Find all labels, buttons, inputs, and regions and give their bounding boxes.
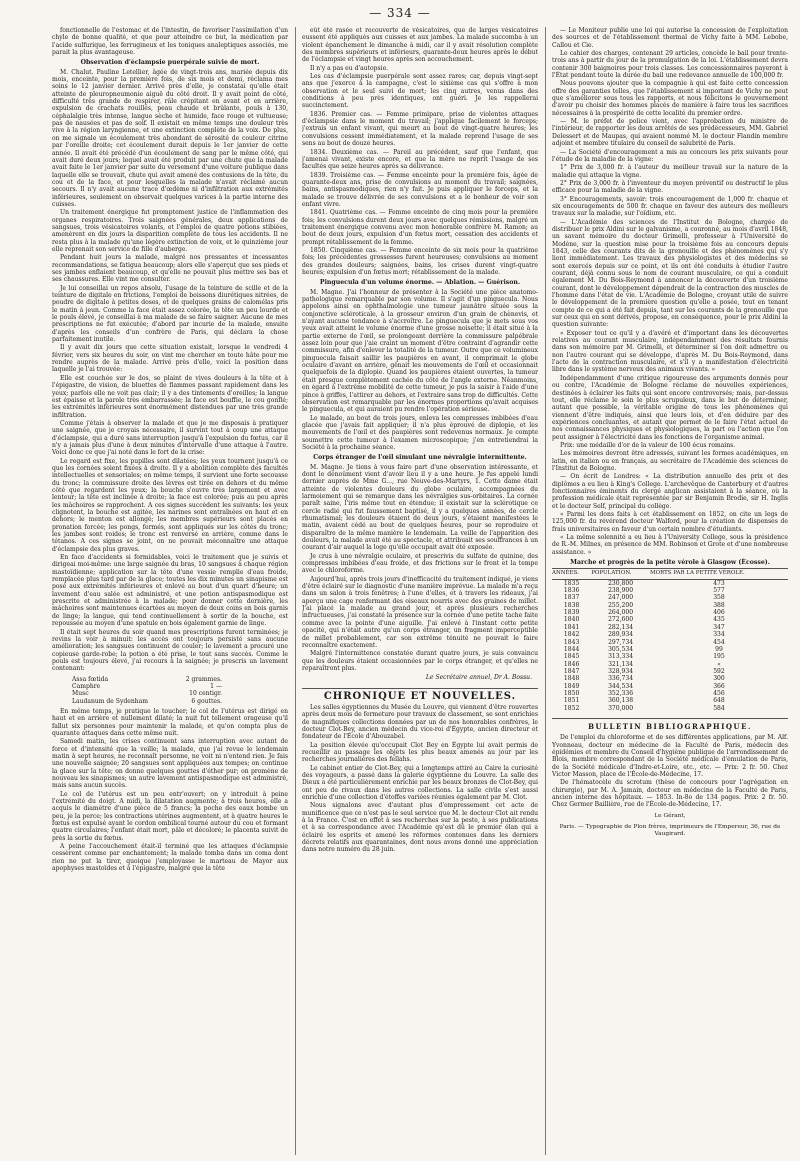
paragraph: Indépendamment d'une critique rigoureuse des arguments donnés pour ou contre, l'Académie de Bologne réclame de nouvelles expériences, destinées à éclairer les faits qui sont encore controversés; mais, par-dessus tout, elle réclame le soin le plus scrupuleux, dans le but de déterminer, autant que possible, la véritable origine de tous les phénomènes qui viennent d'être indiqués, ainsi que leurs lois, et d'en déduire par des expériences concluantes, et autant que permet de le faire l'état actuel de nos connaissances physiques et physiologiques, la part ou l'action que l'on peut assigner à l'électricité dans les fonctions de l'organisme animal. — [552, 374, 788, 441]
column-3 — [552, 27, 788, 1155]
paragraph: 1° Prix de 3,000 fr. à l'auteur du meilleur travail sur la nature de la maladie qui attaque la vigne. — [552, 164, 788, 179]
column-header: ANNÉES. — [552, 569, 591, 579]
table-cell: 1836 — [563, 587, 580, 595]
paragraph: Il était sept heures du soir quand mes prescriptions furent terminées; je revins la voir à minuit: les accès ont toujours persisté sans aucune amélioration; les sangsues continuent de couler; le lavement a procuré une copieuse garde-robe; la potion a été prise, le tout sans succès. Comme le pouls est toujours élevé, j'ai recours à la saignée; je prescris un lavement contenant: — [52, 628, 288, 673]
section-heading: Corps étranger de l'œil simulant une névralgie intermittente. — [313, 454, 527, 462]
table-cell: 388 — [713, 601, 725, 609]
table-row — [552, 609, 788, 616]
table-cell: 406 — [713, 609, 725, 617]
chronicle-heading: CHRONIQUE ET NOUVELLES. — [302, 688, 538, 700]
paragraph: Aujourd'hui, après trois jours d'inefficacité du traitement indiqué, je viens d'être éclairé sur le diagnostic d'une manière imprévue. La malade m'a reçu dans un salon à trois fenêtres; à l'une d'elles, et à travers les rideaux, j'ai aperçu une cage renfermant des oiseaux nourris avec des graines de millet. J'ai placé la malade au grand jour, et après plusieurs recherches infructueuses, j'ai constaté la présence sur la cornée d'une petite tache faite comme avec la pointe d'une aiguille. J'ai enlevé à l'instant cette petite opacité, qui n'était autre qu'un corps étranger, un fragment imperceptible de millet probablement, car son extrême ténuité ne pouvait le faire reconnaître exactement. — [302, 575, 538, 649]
paragraph: — M. le préfet de police vient, avec l'approbation du ministre de l'intérieur, de rapporter les deux arrêtés de ses prédécesseurs, MM. Gabriel Delessert et de Maupas, qui avaient nommé M. le docteur Flandin membre adjoint et membre titulaire du conseil de salubrité de Paris. — [552, 118, 788, 148]
table-cell: 1841 — [563, 623, 580, 631]
table-cell: 1845 — [563, 653, 580, 661]
table-row — [552, 675, 788, 682]
table-cell: 370,000 — [608, 704, 634, 712]
table-cell: 1843 — [563, 638, 580, 646]
paragraph: Les cas d'éclampsie puerpérale sont assez rares; car, depuis vingt-sept ans que j'exerce à la campagne, c'est le sixième cas qui s'offre à mon observation et le seul suivi de mort; les cinq autres, venus dans des conditions à peu près identiques, ont guéri. Je les rappellerai succinctement. — [302, 73, 538, 110]
table-cell: 584 — [713, 704, 725, 712]
table-cell: 1850 — [563, 689, 580, 697]
table-row — [552, 705, 788, 712]
table-cell: 352,336 — [608, 689, 634, 697]
paragraph: En même temps, je pratique le toucher; le col de l'utérus est dirigé en haut et en arrière et nullement dilaté; la nuit fut tellement orageuse qu'il fallut six personnes pour maintenir la malade, et qu'on compta plus de quarante attaques dans cette même nuit. — [52, 707, 288, 737]
columns — [52, 27, 788, 1155]
table-cell: 366 — [713, 682, 725, 690]
paragraph: Il y avait dix jours que cette situation existait, lorsque le vendredi 4 février, vers six heures du soir, on vint me chercher en toute hâte pour me rendre auprès de la malade. Arrivé près d'elle, voici la position dans laquelle je l'ai trouvée: — [52, 344, 288, 374]
paragraph: 3° Encouragements, savoir: trois encouragement de 1,000 fr. chaque et six encouragements de 500 fr. chaque en faveur des auteurs des meilleurs travaux sur la maladie, sur l'oïdium, etc. — [552, 195, 788, 218]
drug-name: Assa fœtida — [72, 675, 109, 683]
table-cell: 300 — [713, 675, 725, 683]
paragraph: 1836. Premier cas. — Femme primipare, prise de violentes attaques d'éclampsie dans le moment du travail; j'applique facilement le forceps; j'extrais un enfant vivant, qui meurt au bout de vingt-quatre heures; les convulsions cessent immédiatement, et la malade reprend l'usage de ses sens au bout de douze heures. — [302, 110, 538, 148]
paragraph: « Exposer tout ce qu'il y a d'avéré et d'important dans les découvertes relatives au courant musculaire, indépendamment des résultats fournis dans son mémoire par M. Grimelli, et déterminer si l'on doit admettre ou non l'autre courant qui se développe, d'après M. Du Bois-Reymond, dans l'acte de la contraction musculaire, et s'il y a manifestation d'électricité libre dans le système nerveux des animaux vivants. » — [552, 329, 788, 374]
paragraph: Comme j'étais à observer la malade et que je me disposais à pratiquer une saignée, que je croyais nécessaire, il survint tout à coup une attaque d'éclampsie, qui a duré sans interruption jusqu'à l'expulsion du fœtus, car il n'y a jamais plus d'une à deux minutes d'intervalle d'une attaque à l'autre. Voici donc ce que j'ai noté dans le fort de la crise: — [52, 419, 288, 457]
table-cell: 195 — [713, 653, 725, 661]
table-cell: 289,934 — [608, 631, 634, 639]
paragraph: Elle est couchée sur le dos, se plaint de vives douleurs à la tête et à l'épigastre, de vision, de bluettes de flammes passant rapidement dans les yeux; parfois elle ne voit pas clair; il y a des tintements d'oreilles; la langue est épaisse et la parole très embarrassée; la face est bouffie, le cou gonflé; les extrémités inférieures sont énormément distendues par une très grande infiltration. — [52, 374, 288, 419]
drug-dose: 2 grammes. — [185, 675, 222, 683]
paragraph: 1841. Quatrième cas. — Femme enceinte de cinq mois pour la première fois; les convulsions durent deux jours avec quelques rémissions, malgré un traitement énergique convenu avec mon honorable confrère M. Ramon; au bout de deux jours, expulsion d'un fœtus mort, cessation des accidents et prompt rétablissement de la femme. — [302, 209, 538, 246]
table-row — [552, 579, 788, 587]
table-cell: 1835 — [563, 579, 580, 587]
table-cell: 1849 — [563, 682, 580, 690]
paragraph: — Le Moniteur publie une loi qui autorise la concession de l'exploitation des sources et de l'établissement thermal de Vichy faite à MM. Lebobe, Callou et Cie. — [552, 27, 788, 49]
table-cell: 1851 — [563, 697, 580, 705]
table-cell: 577 — [713, 587, 725, 595]
column-2 — [302, 27, 538, 1155]
table-row — [552, 624, 788, 631]
table-cell: 336,734 — [608, 675, 634, 683]
paragraph: Samedi matin, les crises continuent sans interruption avec autant de force et d'intensité que la veille; la malade, que j'ai revue le lendemain matin à sept heures, ne reconnaît personne, ne voit ni n'entend rien. Je fais une nouvelle saignée; 20 sangsues sont appliquées aux tempes; on continue la glace sur la tête; on donne quelques gouttes d'éther pur; on promène de nouveau les sinapismes; un autre lavement antispasmodique est administré, mais sans aucun succès. — [52, 738, 288, 790]
table-cell: 264,000 — [608, 609, 634, 617]
table-row — [552, 661, 788, 668]
table-cell: 1837 — [563, 594, 580, 602]
table-cell: 592 — [713, 667, 725, 675]
column-header: MORTS PAR LA PETITE VÉROLE. — [650, 569, 788, 579]
column-divider — [545, 27, 546, 1155]
table-body — [552, 579, 788, 712]
prescription-line — [72, 690, 222, 697]
paragraph: M. Magne. Je tiens à vous faire part d'une observation intéressante, et dont le dénoûment vient d'avoir lieu il y a une heure. Je fus appelé lundi dernier auprès de Mme G..., rue Neuve-des-Martyrs, 1. Cette dame était atteinte de violentes douleurs du globe oculaire, accompagnées du larmoiement qui se remarque dans les névralgies sus-orbitaires. La cornée paraît saine, l'iris même tout en étendue; il existait sur la sclérotique ce cercle radié qui fut faussement baptisé, il y a quelques années, de cercle rhumatismal; les douleurs étaient de deux jours, s'étaient manifestées le matin, avaient cédé au bout de quelques heures, pour se reproduire et disparaître de la même manière le lendemain. La veille de l'apparition des douleurs, la malade avait été au spectacle, et attribuait ses souffrances à un courant d'air auquel la loge qu'elle occupait avait été exposée. — [302, 463, 538, 552]
paragraph: Le malade, au bout de trois jours, enleva les compresses imbibées d'eau glacée que j'avais fait appliquer; il n'a plus éprouvé de diplopie, et les mouvements de l'œil et des paupières sont redevenus normaux. Je compte soumettre cette tumeur à l'examen microscopique; j'en entretiendrai la Société à la prochaine séance. — [302, 414, 538, 451]
signature: Le Secrétaire annuel, Dr A. Bossu. — [425, 674, 532, 682]
paragraph: Le col de l'utérus est un peu entr'ouvert; on y introduit à peine l'extrémité du doigt. A midi, la dilatation augmente; à trois heures, elle a acquis le diamètre d'une pièce de 5 francs; la poche des eaux bombe un peu, je la perce; les contractions utérines augmentent, et à quatre heures le fœtus est expulsé ayant le cordon ombilical tourné autour du cou et formant quatre circulaires; l'enfant était mort, pâle et décoloré; le placenta suivit de près la sortie du fœtus. — [52, 790, 288, 842]
table-cell: 282,134 — [608, 623, 634, 631]
table-cell: 456 — [713, 689, 725, 697]
prescription-line — [72, 683, 222, 690]
table-row — [552, 631, 788, 638]
table-row — [552, 602, 788, 609]
paragraph: Le cahier des charges, contenant 29 articles, concède le bail pour trente-trois ans à partir du jour de la promulgation de la loi. L'établissement devra contenir 300 baignoires pour trois classes. Les concessionnaires payeront à l'État pendant toute la durée du bail une redevance annuelle de 100,000 fr. — [552, 50, 788, 80]
paragraph: « La même solennité a eu lieu à l'University College, sous la présidence de R.-M. Milnes, en présence de MM. Robinson et Grote et d'une nombreuse assistance. » — [552, 534, 788, 556]
column-header: POPULATION. — [591, 569, 650, 579]
paragraph: Pendant huit jours la malade, malgré nos pressantes et incessantes recommandations, se fatigua beaucoup; alors elle s'aperçut que ses pieds et ses jambes enflaient beaucoup, et qu'elle ne pouvait plus mettre ses bas et ses chaussures. Elle vint me consulter. — [52, 254, 288, 284]
paragraph: Nous signalons avec d'autant plus d'empressement cet acte de munificence que ce n'est pas le seul service que M. le docteur Clot ait rendu à la France. C'est en effet à ses recherches sur la peste, à ses publications et à sa correspondance avec l'Académie qu'est dû le premier élan qui a éclairé les esprits et amené les réformes contenues dans les derniers décrets relatifs aux quarantaines, dont nous avons donné une appréciation dans notre numéro du 28 juin. — [302, 802, 538, 854]
table-cell: 238,900 — [608, 587, 634, 595]
prescription-line — [72, 676, 222, 683]
paragraph: 1834. Deuxième cas. — Pareil au précédent, sauf que l'enfant, que j'amenai vivant, existe encore, et que la mère ne reprit l'usage de ses facultés que seize heures après sa délivrance. — [302, 148, 538, 171]
drug-name: Laudanum de Sydenham — [72, 697, 148, 705]
table-title: Marche et progrès de la petite vérole à Glasgow (Écosse). — [570, 559, 770, 567]
bibliography-heading: BULLETIN BIBLIOGRAPHIQUE. — [552, 718, 788, 730]
paragraph: De l'hématocèle du scrotum (thèse de concours pour l'agrégation en chirurgie), par M. A. Jamain, docteur en médecine de la Faculté de Paris, ancien interne des hôpitaux. — 1853. In-8o de 134 pages. Prix: 2 fr. 50. Chez Germer Baillière, rue de l'École-de-Médecine, 17. — [552, 779, 788, 809]
table-cell: 473 — [713, 579, 725, 587]
table-cell: 313,334 — [608, 653, 634, 661]
manager-label: Le Gérant, — [654, 812, 686, 819]
table-cell: 344,534 — [608, 682, 634, 690]
paragraph: 2° Prix de 3,000 fr. à l'inventeur du moyen préventif ou destructif le plus efficace pour la maladie de la vigne. — [552, 179, 788, 195]
paragraph: Un traitement énergique fut promptement justice de l'inflammation des organes respiratoires. Trois saignées générales, deux applications de sangsues, trois vésicatoires volants, et l'emploi de quatre potions stibiées, amenèrent en dix jours la disparition complète de tous les accidents. Il ne resta plus à la malade qu'une légère extinction de voix, et le quinzième jour elle reprenait son service de fille d'auberge. — [52, 209, 288, 253]
paragraph: Je lui conseillai un repos absolu, l'usage de la teinture de scille et de la teinture de digitale en frictions, l'emploi de boissons diurétiques nitrées, de poudre de digitale à petites doses, et de quelques grains de calomélas pris le matin à jeun. Comme la face était assez colorée, la tête un peu lourde et le pouls élevé, je conseillai à ma malade de se faire saigner. Aucune de mes prescriptions ne fut exécutée; d'abord par incurie de la malade, ensuite d'après les conseils d'un confrère de Paris, qui déclara la chose parfaitement inutile. — [52, 284, 288, 344]
table-row — [552, 646, 788, 653]
paragraph: A peine l'accouchement était-il terminé que les attaques d'éclampsie cessèrent comme par enchantement; la malade tomba dans un coma dont rien ne put la tirer, quoique j'employasse le marteau de Mayor aux apophyses mastoïdes et à l'épigastre, malgré que la tête — [52, 843, 288, 873]
paragraph: « Parmi les dons faits à cet établissement en 1852, on cite un legs de 125,000 fr. du révérend docteur Walford, pour la création de dispenses de frais universitaires en faveur d'un certain nombre d'étudiants. — [552, 511, 788, 533]
table-cell: 1838 — [563, 601, 580, 609]
table-cell: 435 — [713, 616, 725, 624]
table-cell: 334 — [713, 631, 725, 639]
table-cell: 1840 — [563, 616, 580, 624]
paragraph: 1850. Cinquième cas. — Femme enceinte de six mois pour la quatrième fois; les précédentes grossesses furent heureuses; convulsions au moment des grandes douleurs; saignées, bains, les crises durent vingt-quatre heures; expulsion d'un fœtus mort; rétablissement de la malade. — [302, 246, 538, 276]
table-cell: 1839 — [563, 609, 580, 617]
paragraph: 1839. Troisième cas. — Femme enceinte pour la première fois, âgée de quarante-deux ans, prise de convulsions au moment du travail; saignées, bains, antispasmodiques, rien n'y fait. Je puis appliquer le forceps, et la malade se trouve délivrée de ses convulsions et a le bonheur de voir son enfant vivre. — [302, 171, 538, 208]
table-cell: 1852 — [563, 704, 580, 712]
paragraph: Il n'y a pas eu d'autopsie. — [310, 64, 389, 72]
drug-dose: 6 gouttes. — [191, 697, 222, 705]
table-cell: 230,800 — [608, 579, 634, 587]
prescription — [72, 676, 288, 705]
table-cell: 247,000 — [608, 594, 634, 602]
paragraph: La position élevée qu'occupait Clot Bey en Égypte lui avait permis de recueillir au passage les objets les plus beaux amenés au jour par les recherches journalières des fellahs. — [302, 741, 538, 764]
paragraph: Le cabinet entier de Clot-Bey, qui a longtemps attiré au Caire la curiosité des voyageurs, a passé dans la galerie égyptienne du Louvre. La salle des Dieux a été particulièrement enrichie par les beaux bronzes de Clot-Bey, qui ont peu de rivaux dans les autres collections. La salle civile s'est aussi enrichie d'une collection d'étoffes variées réunies également par M. Clot. — [302, 764, 538, 802]
table-cell: 360,138 — [608, 697, 634, 705]
paragraph: Je crus à une névralgie oculaire, et prescrivis du sulfate de quinine, des compresses imbibées d'eau froide, et des frictions sur le front et la tempe avec le chloroforme. — [302, 552, 538, 575]
table-cell: 328,934 — [608, 667, 634, 675]
table-cell: 272,600 — [608, 616, 634, 624]
paragraph: fonctionnelle de l'estomac et de l'intestin, de favoriser l'assimilation d'un chyle de bonne qualité, et que pour atteindre ce but, la médication par l'acide sulfurique, les ferrugineux et les toniques analeptiques associés, me parait la plus avantageuse. — [52, 27, 288, 57]
column-1 — [52, 27, 288, 1155]
paragraph: Les salles égyptiennes du Musée du Louvre, qui viennent d'être rouvertes après deux mois de fermeture pour travaux de classement, se sont enrichies de magnifiques collections données par un de nos honorables confrères, le docteur Clot-Bey, ancien médecin du vice-roi d'Égypte, ancien directeur et fondateur de l'École d'Abouzabel. — [302, 703, 538, 741]
table-row — [552, 697, 788, 704]
table-cell: 255,200 — [608, 601, 634, 609]
paragraph: — La Société d'encouragement a mis au concours les prix suivants pour l'étude de la maladie de la vigne: — [552, 148, 788, 163]
table-row — [552, 639, 788, 646]
table-cell: 347 — [713, 623, 725, 631]
paragraph: Malgré l'intermittence constatée durant quatre jours, je suis convaincu que les douleurs étaient occasionnées par le corps étranger, et qu'elles ne reparaîtront plus. — [302, 650, 538, 672]
table-row — [552, 594, 788, 601]
table-row — [552, 690, 788, 697]
table-cell: 1842 — [563, 631, 580, 639]
page-number: — 334 — — [369, 6, 431, 20]
paragraph: Prix: une médaille d'or de la valeur de 100 écus romains. — [560, 441, 736, 449]
smallpox-table — [552, 568, 788, 712]
prescription-line — [72, 698, 222, 705]
paragraph: — On écrit de Londres: « La distribution annuelle des prix et des diplômes a eu lieu à King's College. L'archevêque de Canterbury et d'autres fonctionnaires éminents du clergé anglican assistaient à la séance, où la profession médicale était représentée par sir Benjamin Brodie, sir H. Inglis et le docteur Self, principal du collège. — [552, 473, 788, 510]
table-cell: 1844 — [563, 645, 580, 653]
table-row — [552, 653, 788, 660]
table-cell: 99 — [715, 645, 723, 653]
table-cell: 454 — [713, 638, 725, 646]
drug-name: Musc — [72, 690, 89, 698]
table-cell: 1846 — [563, 660, 580, 668]
paragraph: M. Chalut. Pauline Letellier, âgée de vingt-trois ans, mariée depuis dix mois, enceinte, pour la première fois, de six mois et demi, réclama mes soins le 12 janvier dernier. Arrivé près d'elle, je constatai qu'elle était atteinte de pleuropneumonie aiguë du côté droit. Il y avait point de côté, difficulté très grande de respirer, râle crépitant en avant et en arrière, expulsion de crachats rouillés, peau chaude et brûlante, pouls à 130, céphalalgie très intense, langue sèche et humide, face rouge et vultueuse; pas de nausées et pas de soif. Il existait en même temps une douleur très vive à la région laryngienne, et une extinction complète de la voix. De plus, on me signale un écoulement très abondant de sérosité de couleur citrine par l'oreille droite; cet écoulement durait depuis le 1er janvier de cette année. Il avait été précédé d'un écoulement de sang par le même côté, qui avait duré deux jours; lequel avait été produit par une chute que la malade avait faite le 1er janvier par suite du versement d'une voiture publique dans laquelle elle se trouvait, chute qui avait amené des contusions de la tête, du cou et de la face, et pour lesquelles la malade n'avait réclamé aucun secours. Il n'y avait aucune trace d'œdème ni d'infiltration aux extrémités inférieures, seulement on observait quelques varices à la partie interne des cuisses. — [52, 68, 288, 208]
table-cell: 648 — [713, 697, 725, 705]
paragraph: En face d'accidents si formidables, voici le traitement que je suivis et dirigeai moi-même: une large saignée du bras, 10 sangsues à chaque région mastoïdienne; application sur la tête d'une vessie remplie d'eau froide, remplacée plus tard par de la glace; toutes les dix minutes un sinapisme est posé aux extrémités inférieures et enlevé au bout d'un quart d'heure; un lavement d'eau salée est administré, et une potion antispasmodique est prescrite et administrée à la malade; pour donner cette dernière, les mâchoires sont maintenues écartées au moyen de deux coins en bois garnis de linge; la langue, qui tend continuellement à sortir de la bouche, est repoussée au moyen d'une spatule en bois également garnie de linge. — [52, 554, 288, 628]
table-cell: 358 — [713, 594, 725, 602]
printer-line: Paris. — Typographie de Plon frères, imprimeurs de l'Empereur, 36, rue de Vaugirard. — [559, 824, 781, 838]
table-row — [552, 668, 788, 675]
table-header-row — [552, 569, 788, 579]
table-row — [552, 616, 788, 623]
section-heading: Pinguecula d'un volume énorme. — Ablation. — Guérison. — [319, 279, 521, 287]
paragraph: Nous pouvons ajouter que la compagnie à qui est faite cette concession offre des garanties telles, que l'établissement si important de Vichy ne peut que s'améliorer sous tous les rapports, et nous félicitons le gouvernement d'avoir pu choisir des hommes placés de manière à faire tous les sacrifices nécessaires à la prospérité de cette localité du premier ordre. — [552, 80, 788, 117]
table-cell: 297,734 — [608, 638, 634, 646]
paragraph: Les mémoires devront être adressés, suivant les formes académiques, en latin, en italien ou en français, au secrétaire de l'Académie des sciences de l'Institut de Bologne. — [552, 450, 788, 472]
paragraph: De l'emploi du chloroforme et de ses différentes applications, par M. Alf. Yvonneau, docteur en médecine de la Faculté de Paris, médecin des épidémies et membre du Conseil d'hygiène publique de l'arrondissement de Blois, membre correspondant de la Société médicale d'émulation de Paris, de la Société médicale d'Indre-et-Loire, etc., etc. — Prix: 2 fr. 50. Chez Victor Masson, place de l'École-de-Médecine, 17. — [552, 734, 788, 778]
table-cell: 1847 — [563, 667, 580, 675]
table-cell: 305,534 — [608, 645, 634, 653]
table-cell: « — [717, 660, 721, 668]
table-cell: 321,134 — [608, 660, 634, 668]
paragraph: — L'Académie des sciences de l'Institut de Bologne, chargée de distribuer le prix Aldini sur le galvanisme, a couronné, au mois d'avril 1848, un savant mémoire du docteur Grimelli, professeur à l'Université de Modène, sur la question mise pour la troisième fois au concours depuis 1843, celle des courants dits de la grenouille et des phénomènes qui s'y lient immédiatement. Les travaux des physiologistes et des médecins se sont exercés depuis sur ce point, et ils ont été conduits à étudier l'autre courant, déjà connu sous le nom de courant musculaire, ce qui a conduit également M. Du Bois-Reymond à annoncer la découverte d'un troisième courant, dont le développement dépendrait de la contraction des muscles de l'homme dans l'état de vie. L'Académie de Bologne, croyant utile de suivre le développement de la première question qu'elle a posée, tout en tenant compte de ce qui a été fait depuis, tant sur les courants de la grenouille que sur ceux qui en sont dérivés, propose, en conséquence, pour le prix Aldini la question suivante: — [552, 218, 788, 329]
section-heading: Observation d'éclampsie puerpérale suivie de mort. — [80, 59, 260, 67]
paragraph: Le regard est fixe, les pupilles sont dilatées; les yeux tournent jusqu'à ce que les cornées soient fixées à droite. Il y a abolition complète des facultés intellectuelles et sensoriales; en même temps, il survient une forte secousse du tronc; la commissure droite des lèvres est tirée en dehors et du même côté que regardent les yeux; la bouche s'ouvre très largement et avec lenteur; la tête est inclinée à droite; la face est colorée; puis au peu après les mâchoires se rapprochent. A ces signes succèdent les suivants: les yeux clignotent, la bouche est agitée, les narines sont entraînées en haut et en dehors; le menton est allongé; les membres supérieurs sont placés en pronation forcée; les pongs, fermés, sont appliqués sur les côtés du tronc; les jambes sont roides; le tronc est renversé en arrière, comme dans le tétanos. A ces signes se joint, on ne pouvait méconnaître une attaque d'éclampsie des plus graves. — [52, 457, 288, 553]
table-row — [552, 587, 788, 594]
paragraph: M. Magne. J'ai l'honneur de présenter à la Société une pièce anatomo-pathologique remarquable par son volume. Il s'agit d'un pinguecula. Nous appelons ainsi en ophthalmologie une tumeur jaunâtre située sous la conjonctive scléroticale, à la grosseur environ d'un grain de chènevis, et n'ayant aucune tendance à s'accroître. Le pinguecula que je mets sous vos yeux avait atteint le volume énorme d'une grosse noisette; il était situé à la partie externe de l'œil, se prolongeant derrière la commissure palpébrale assez loin pour que j'aie craint un moment d'être contraint d'agrandir cette commissure, afin d'enlever la totalité de la tumeur. Outre que ce volumineux pinguecula faisait saillir les paupières en avant, il comprimait le globe oculaire d'avant en arrière, gênait les mouvements de l'œil et occasionnait quelquefois de la diplopie. Quand les paupières étaient ouvertes, la tumeur était presque complètement cachée du côté de l'angle externe. Néanmoins, en égard à l'extrême mobilité de cette tumeur, je pus la saisir à l'aide d'une pince à griffes, l'attirer au dehors, et l'extraire sans trop de difficultés. Cette observation est remarquable par les énormes proportions qu'avait acquises le pinguecula, et qui auraient pu rendre l'opération sérieuse. — [302, 288, 538, 414]
column-divider — [295, 27, 296, 1155]
drug-dose: 10 centigr. — [189, 690, 222, 698]
table-cell: 1848 — [563, 675, 580, 683]
paragraph: eût été rasée et recouverte de vésicatoires, que de larges vésicatoires eussent été appliqués aux cuisses et aux jambes. La malade succomba à un violent épanchement le dimanche à midi, car il y avait résolution complète des membres supérieurs et inférieurs, quarante-deux heures après le début de l'éclampsie et vingt heures après son accouchement. — [302, 27, 538, 64]
drug-name: Camphre — [72, 682, 101, 690]
table-row — [552, 683, 788, 690]
drug-dose: 1 — — [210, 682, 222, 690]
